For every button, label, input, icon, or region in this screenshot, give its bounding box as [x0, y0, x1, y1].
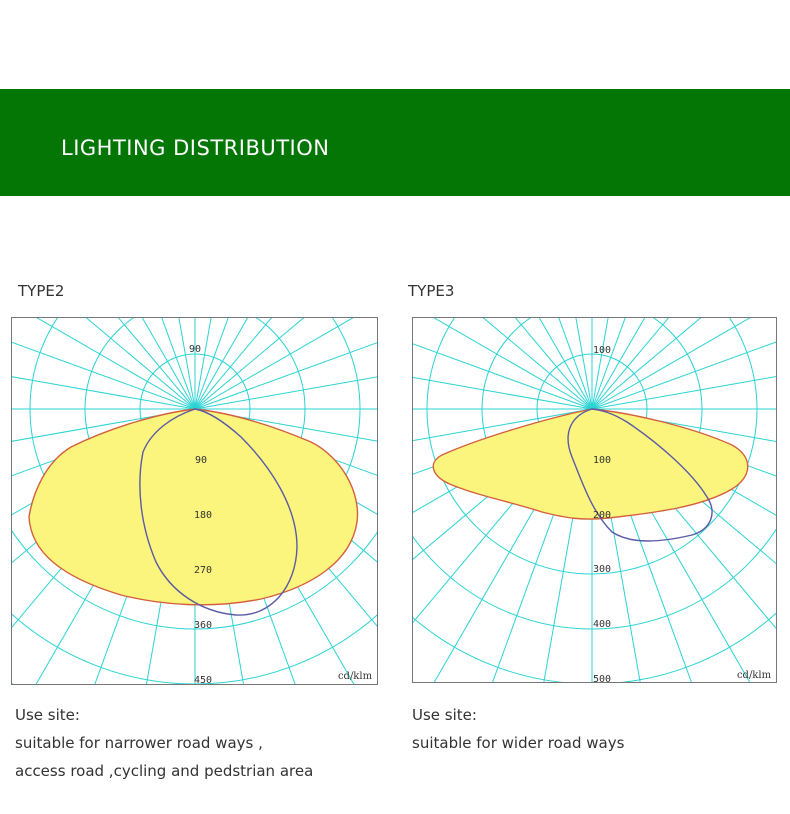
- section-title: LIGHTING DISTRIBUTION: [61, 136, 330, 160]
- type2-info: [15, 701, 313, 785]
- type3-polar-svg: [412, 317, 777, 683]
- type3-label: TYPE3: [408, 282, 455, 300]
- type3-tick-label: 500: [592, 674, 612, 683]
- polar-grid-spoke: [195, 317, 317, 409]
- polar-grid-spoke: [195, 317, 378, 409]
- polar-grid-spoke: [11, 317, 195, 409]
- polar-grid-spoke: [470, 317, 592, 409]
- polar-grid-spoke: [11, 317, 195, 409]
- type2-use-site-label: Use site:: [15, 706, 80, 724]
- polar-grid-spoke: [195, 317, 378, 409]
- polar-grid-spoke: [11, 317, 195, 409]
- type3-description-line: suitable for wider road ways: [412, 734, 625, 752]
- polar-grid-spoke: [195, 317, 378, 409]
- type3-polar-diagram: [412, 317, 777, 683]
- type3-tick-label: 400: [592, 619, 612, 630]
- type2-tick-label: 270: [193, 565, 213, 576]
- type3-tick-label: 100: [592, 345, 612, 356]
- type2-description-line: suitable for narrower road ways ,: [15, 734, 263, 752]
- polar-grid-spoke: [592, 317, 777, 409]
- polar-grid-spoke: [11, 317, 195, 409]
- polar-grid-spoke: [11, 317, 195, 409]
- type3-tick-label: 200: [592, 510, 612, 521]
- type3-info: [412, 701, 624, 757]
- type3-unit-label: cd/klm: [736, 670, 772, 681]
- polar-grid-spoke: [11, 317, 195, 409]
- type2-tick-label: 90: [194, 455, 208, 466]
- type2-unit-label: cd/klm: [337, 671, 373, 682]
- type2-polar-diagram: [11, 317, 378, 685]
- type2-tick-label: 360: [193, 620, 213, 631]
- polar-grid-spoke: [195, 317, 378, 409]
- polar-grid-spoke: [412, 317, 592, 409]
- type2-tick-label: 450: [193, 675, 213, 685]
- type3-tick-label: 300: [592, 564, 612, 575]
- type2-description-line: access road ,cycling and pedstrian area: [15, 762, 314, 780]
- polar-grid-spoke: [195, 317, 378, 409]
- polar-grid-spoke: [195, 317, 378, 409]
- polar-grid-spoke: [592, 317, 714, 409]
- type3-tick-label: 100: [592, 455, 612, 466]
- polar-grid-spoke: [195, 317, 378, 409]
- type2-tick-label: 180: [193, 510, 213, 521]
- polar-grid-spoke: [11, 317, 195, 409]
- polar-grid-spoke: [73, 317, 195, 409]
- type3-use-site-label: Use site:: [412, 706, 477, 724]
- type2-label: TYPE2: [18, 282, 65, 300]
- type2-tick-label: 90: [188, 344, 202, 355]
- type2-polar-svg: [11, 317, 378, 685]
